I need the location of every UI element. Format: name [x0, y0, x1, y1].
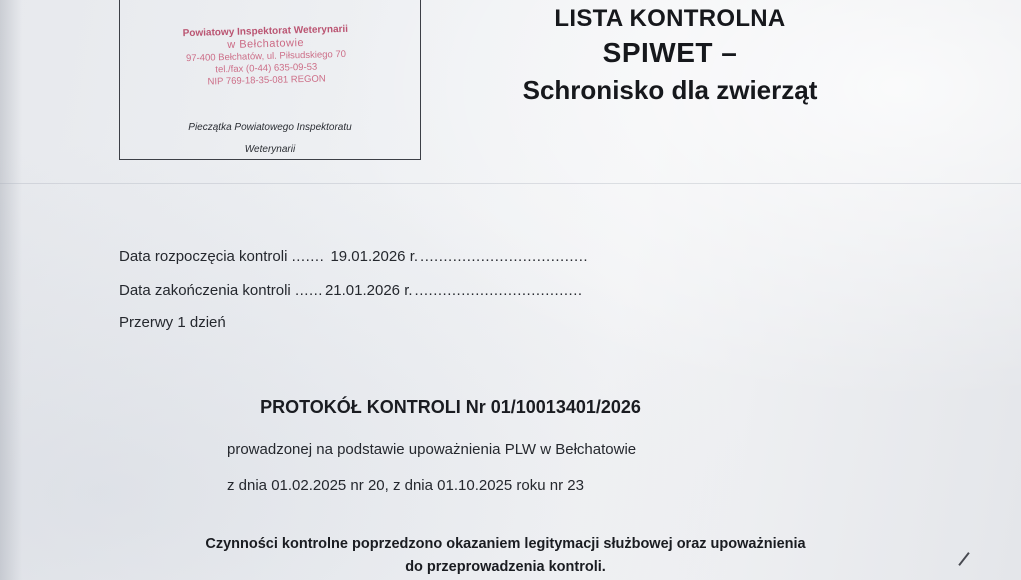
document-title — [440, 0, 900, 108]
start-lead-dots: ....... — [291, 248, 325, 265]
stamp-imprint-line: 97-400 Bełchatów, ul. Piłsudskiego 70 — [185, 48, 347, 65]
stamp-caption-line: Pieczątka Powiatowego Inspektoratu — [188, 122, 352, 133]
stamp-imprint-line: NIP 769-18-35-081 REGON — [207, 73, 326, 88]
protocol-heading — [0, 397, 1021, 418]
stamp-imprint-line: w Bełchatowie — [227, 37, 305, 52]
paper-fold-line — [0, 183, 1021, 184]
stamp-imprint-line: Powiatowy Inspektorat Weterynarii — [182, 23, 349, 40]
authorization-basis-line: prowadzonej na podstawie upoważnienia PLW w Bełchatowie — [227, 441, 637, 458]
end-lead-dots: ...... — [294, 282, 323, 299]
end-trail-dots: .................................... — [414, 282, 583, 299]
breaks-line: Przerwy 1 dzień — [119, 314, 226, 331]
stamp-imprint-line: tel./fax (0-44) 635-09-53 — [215, 61, 318, 76]
start-trail-dots: .................................... — [420, 248, 589, 265]
stamp-caption — [120, 117, 420, 161]
stamp-caption-line: Weterynarii — [244, 144, 296, 155]
control-end-date-line — [119, 282, 583, 299]
protocol-number: PROTOKÓŁ KONTROLI Nr 01/10013401/2026 — [260, 397, 641, 417]
start-date-value: 19.01.2026 r. — [330, 248, 419, 265]
start-date-label: Data rozpoczęcia kontroli — [119, 248, 288, 265]
authorization-dates-line: z dnia 01.02.2025 nr 20, z dnia 01.10.2025 roku nr 23 — [227, 477, 584, 494]
end-date-label: Data zakończenia kontroli — [119, 282, 291, 299]
notice-line: do przeprowadzenia kontroli. — [405, 559, 606, 575]
page-edge-shadow — [0, 0, 22, 580]
title-line: Schronisko dla zwierząt — [522, 75, 818, 105]
title-line: LISTA KONTROLNA — [554, 5, 786, 32]
title-line: SPIWET – — [602, 37, 738, 68]
control-start-date-line — [119, 248, 588, 265]
notice-line: Czynności kontrolne poprzedzono okazaniem legitymacji służbowej oraz upoważnienia — [205, 536, 806, 552]
end-date-value: 21.01.2026 r. — [324, 282, 413, 299]
inspectorate-stamp-box — [119, 0, 421, 160]
stamp-imprint — [145, 23, 387, 90]
legitimation-notice — [0, 533, 1021, 579]
